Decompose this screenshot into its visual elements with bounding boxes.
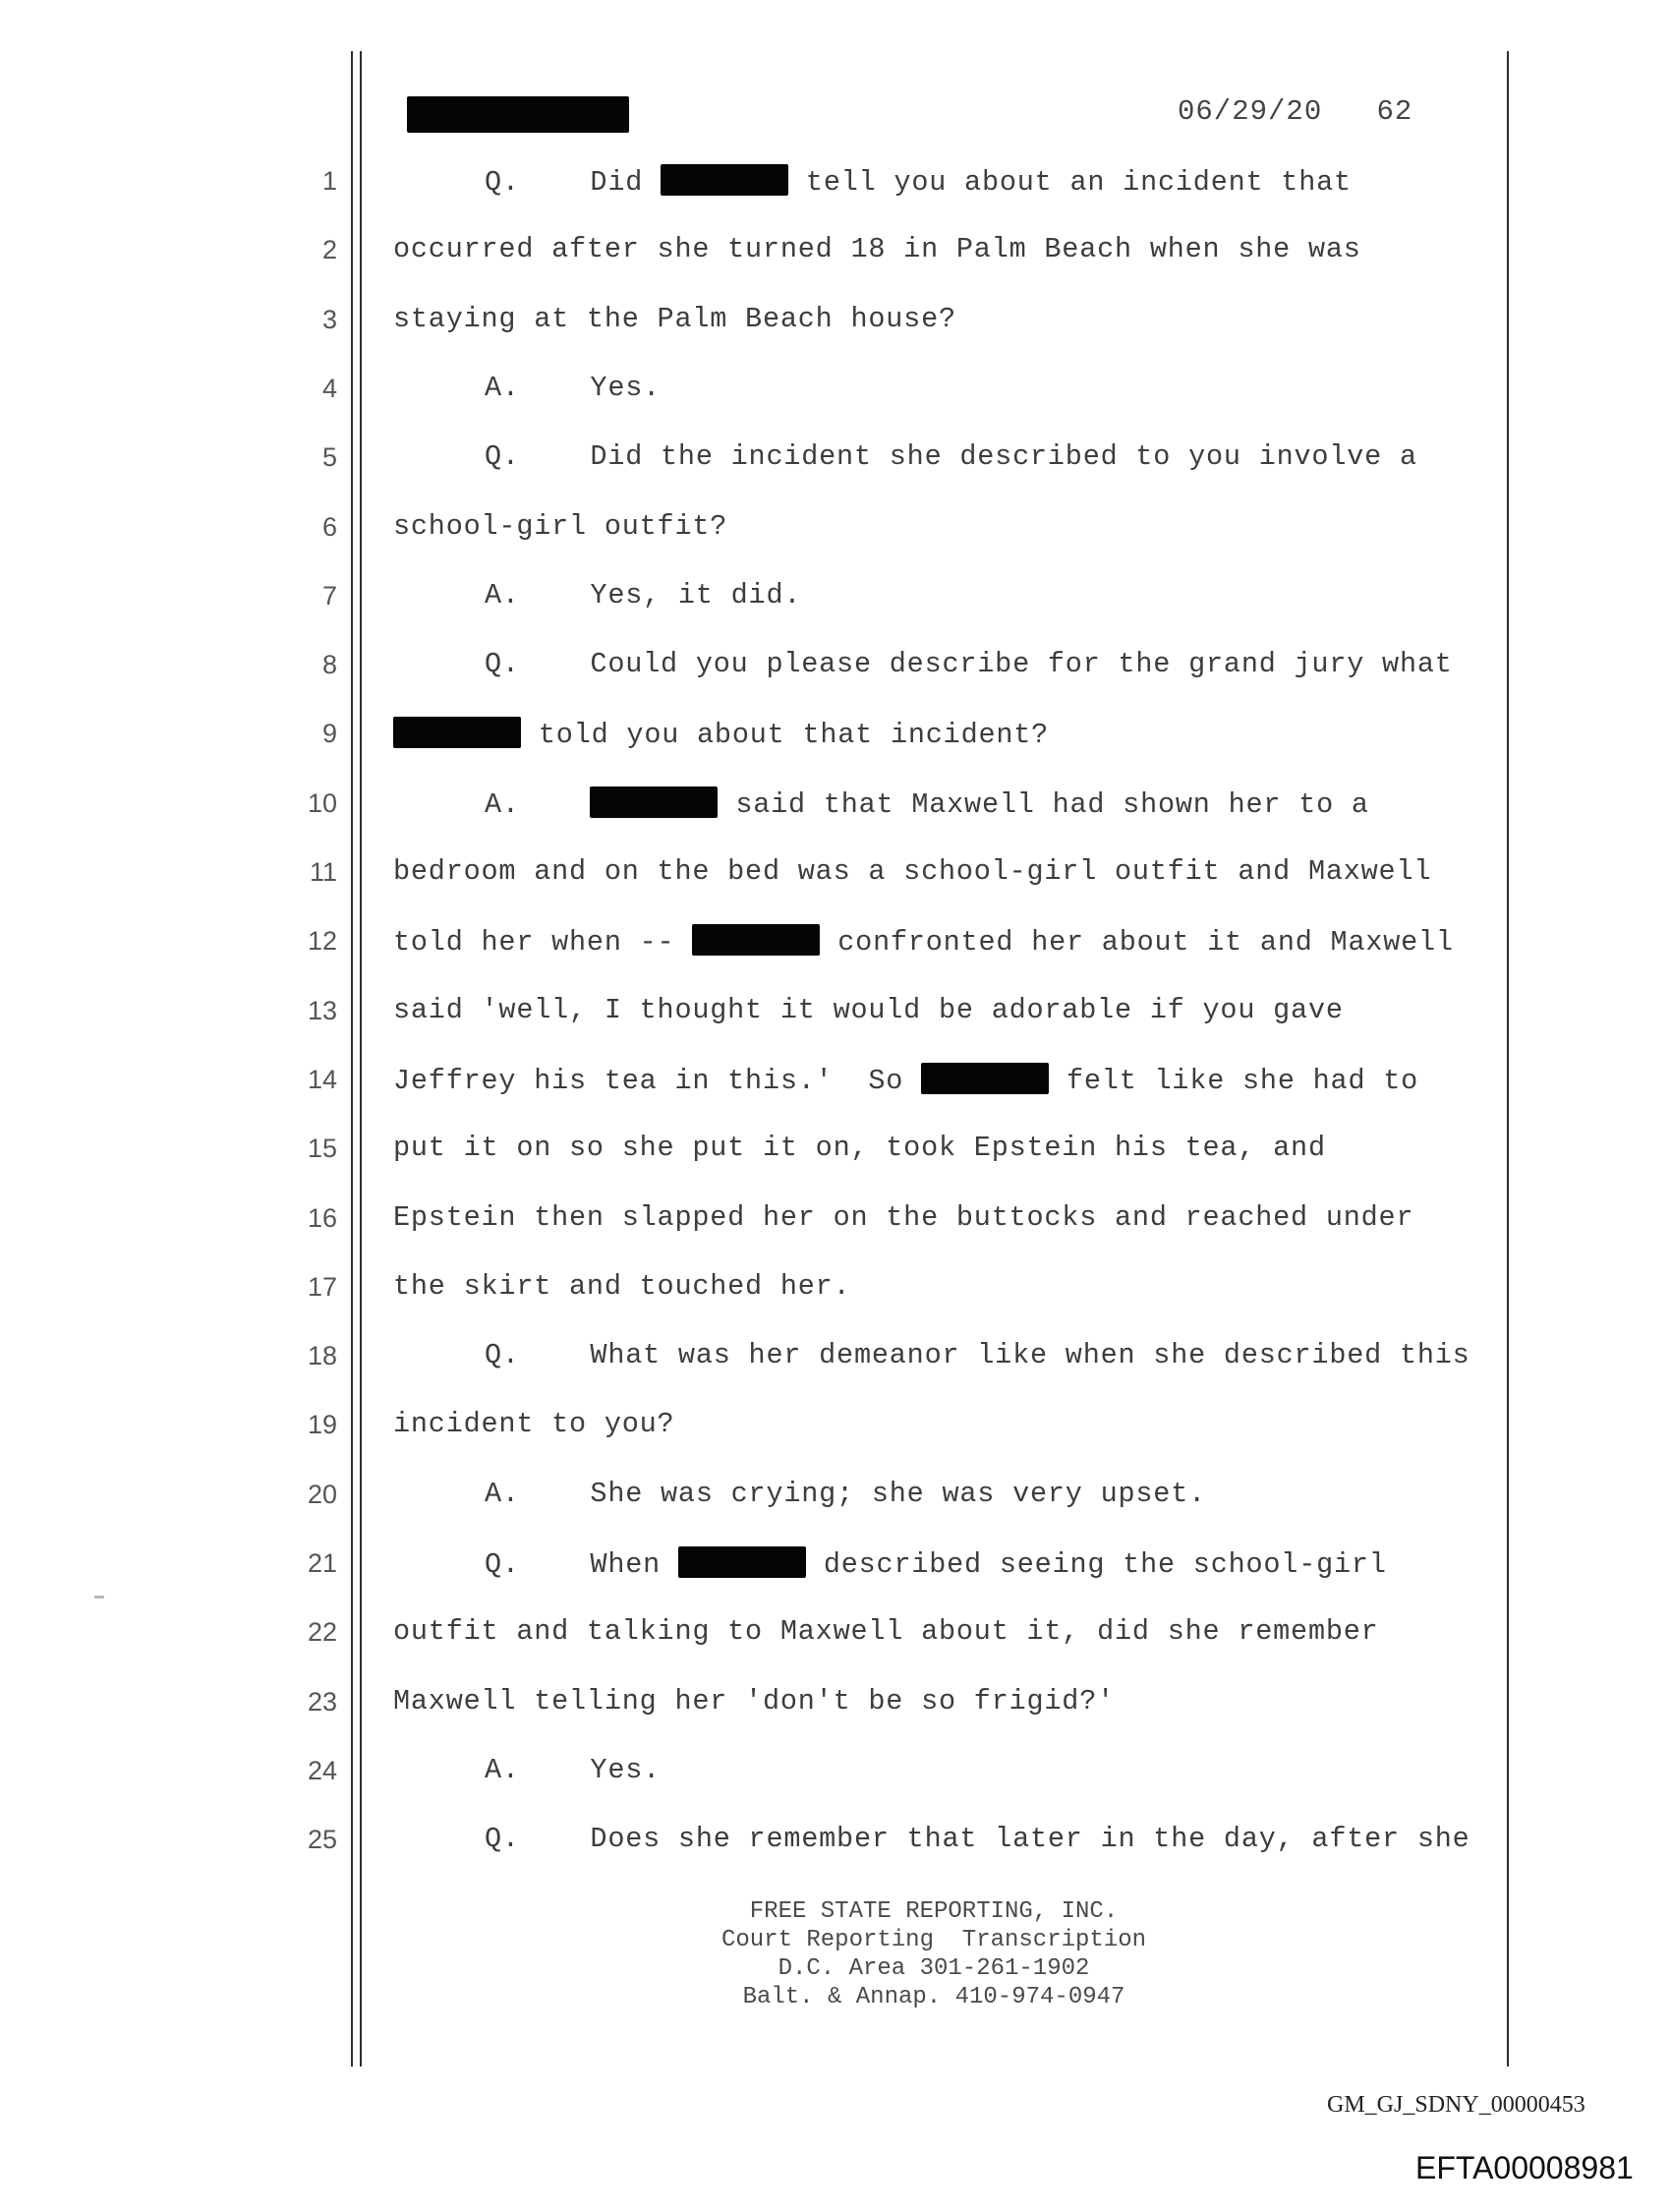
line-text: staying at the Palm Beach house? <box>393 303 956 335</box>
line-text: said that Maxwell had shown her to a <box>718 788 1369 821</box>
redaction-bar <box>678 1546 806 1578</box>
bates-number: GM_GJ_SDNY_00000453 <box>1327 2092 1585 2118</box>
line-number: 3 <box>321 305 337 334</box>
line-text: Q. Could you please describe for the grand jury what <box>485 648 1453 680</box>
transcript-line <box>393 1132 1326 1164</box>
header-date: 06/29/20 <box>1178 95 1323 128</box>
line-text: A. Yes. <box>485 1754 662 1786</box>
transcript-line <box>393 1615 1379 1648</box>
line-number: 21 <box>307 1548 337 1578</box>
reporter-footer <box>688 1897 1180 2011</box>
efta-number: EFTA00008981 <box>1415 2150 1634 2185</box>
left-margin-rule-inner <box>360 51 362 2066</box>
line-text: occurred after she turned 18 in Palm Beach when she was <box>393 233 1361 265</box>
line-text: bedroom and on the bed was a school-girl outfit and Maxwell <box>393 855 1432 888</box>
line-text: put it on so she put it on, took Epstein his tea, and <box>393 1132 1326 1164</box>
footer-line: FREE STATE REPORTING, INC. <box>749 1898 1119 1925</box>
transcript-line <box>393 717 1049 751</box>
transcript-line <box>485 579 801 611</box>
transcript-line <box>393 303 956 335</box>
line-text: Epstein then slapped her on the buttocks and reached under <box>393 1201 1414 1234</box>
line-number: 1 <box>321 166 337 196</box>
footer-line: D.C. Area 301-261-1902 <box>778 1955 1090 1982</box>
line-number: 25 <box>307 1825 337 1854</box>
transcript-line <box>393 510 727 543</box>
line-number: 20 <box>307 1480 337 1509</box>
line-number: 4 <box>321 374 337 403</box>
line-number: 8 <box>321 650 337 679</box>
transcript-line <box>485 440 1417 473</box>
transcript-line <box>393 1063 1418 1097</box>
line-text: the skirt and touched her. <box>393 1270 851 1303</box>
redaction-bar <box>393 717 521 748</box>
footer-line: Court Reporting Transcription <box>720 1927 1147 1953</box>
transcript-line <box>393 1685 1115 1717</box>
transcript-line <box>393 924 1454 959</box>
line-text: A. She was crying; she was very upset. <box>485 1478 1207 1510</box>
transcript-line <box>485 786 1369 821</box>
transcript-line <box>393 1270 850 1303</box>
line-text: said 'well, I thought it would be adorable if you gave <box>393 994 1344 1026</box>
redaction-bar <box>692 924 820 956</box>
line-number: 6 <box>321 512 337 542</box>
line-number: 16 <box>307 1203 337 1233</box>
transcript-line <box>393 233 1361 265</box>
line-text: told her when -- <box>393 926 693 959</box>
line-text: felt like she had to <box>1049 1065 1419 1097</box>
scan-speck <box>94 1596 104 1599</box>
page-header <box>1178 95 1412 128</box>
line-number: 13 <box>307 996 337 1025</box>
line-text: A. Yes. <box>485 372 662 404</box>
redaction-bar <box>590 786 718 818</box>
line-number: 23 <box>307 1687 337 1717</box>
line-text: tell you about an incident that <box>788 166 1352 199</box>
line-number: 12 <box>307 926 337 956</box>
transcript-line <box>485 1754 661 1786</box>
transcript-line <box>485 1339 1470 1371</box>
line-text: told you about that incident? <box>521 719 1050 751</box>
line-text: school-girl outfit? <box>393 510 728 543</box>
transcript-line <box>393 855 1431 888</box>
line-number: 11 <box>309 857 337 887</box>
transcript-line <box>485 648 1453 680</box>
line-text: described seeing the school-girl <box>805 1548 1387 1581</box>
line-text: Jeffrey his tea in this.' So <box>393 1065 922 1097</box>
line-text: incident to you? <box>393 1408 675 1440</box>
line-text: Maxwell telling her 'don't be so frigid?' <box>393 1685 1116 1717</box>
line-text: Q. What was her demeanor like when she described this <box>485 1339 1470 1371</box>
line-text: outfit and talking to Maxwell about it, did she remember <box>393 1615 1379 1648</box>
line-number: 7 <box>321 581 337 611</box>
footer-line: Balt. & Annap. 410-974-0947 <box>742 1984 1125 2010</box>
line-number: 2 <box>321 235 337 264</box>
line-number: 14 <box>307 1065 337 1094</box>
transcript-line <box>485 372 661 404</box>
line-text: confronted her about it and Maxwell <box>820 926 1454 959</box>
line-number: 18 <box>307 1341 337 1370</box>
line-number: 5 <box>321 442 337 472</box>
line-number: 19 <box>307 1410 337 1439</box>
transcript-line <box>485 1823 1470 1855</box>
transcript-line <box>393 994 1344 1026</box>
redaction-bar <box>661 164 788 196</box>
line-text: Q. When <box>485 1548 678 1581</box>
line-number: 22 <box>307 1617 337 1647</box>
line-number: 24 <box>307 1756 337 1785</box>
redacted-witness-name <box>407 96 629 133</box>
transcript-line <box>485 164 1352 199</box>
line-number: 10 <box>307 788 337 818</box>
line-number: 15 <box>307 1134 337 1163</box>
redaction-bar <box>921 1063 1049 1094</box>
line-text: Q. Does she remember that later in the day, after she <box>485 1823 1470 1855</box>
line-text: A. <box>485 788 591 821</box>
right-margin-rule <box>1507 51 1509 2066</box>
transcript-line <box>393 1201 1413 1234</box>
transcript-line <box>485 1546 1387 1581</box>
line-text: A. Yes, it did. <box>485 579 802 611</box>
line-number: 9 <box>321 719 337 748</box>
line-text: Q. Did <box>485 166 662 199</box>
transcript-line <box>485 1478 1206 1510</box>
line-text: Q. Did the incident she described to you involve a <box>485 440 1417 473</box>
page-number: 62 <box>1376 95 1413 128</box>
left-margin-rule <box>351 51 353 2066</box>
line-number: 17 <box>307 1272 337 1302</box>
transcript-line <box>393 1408 674 1440</box>
